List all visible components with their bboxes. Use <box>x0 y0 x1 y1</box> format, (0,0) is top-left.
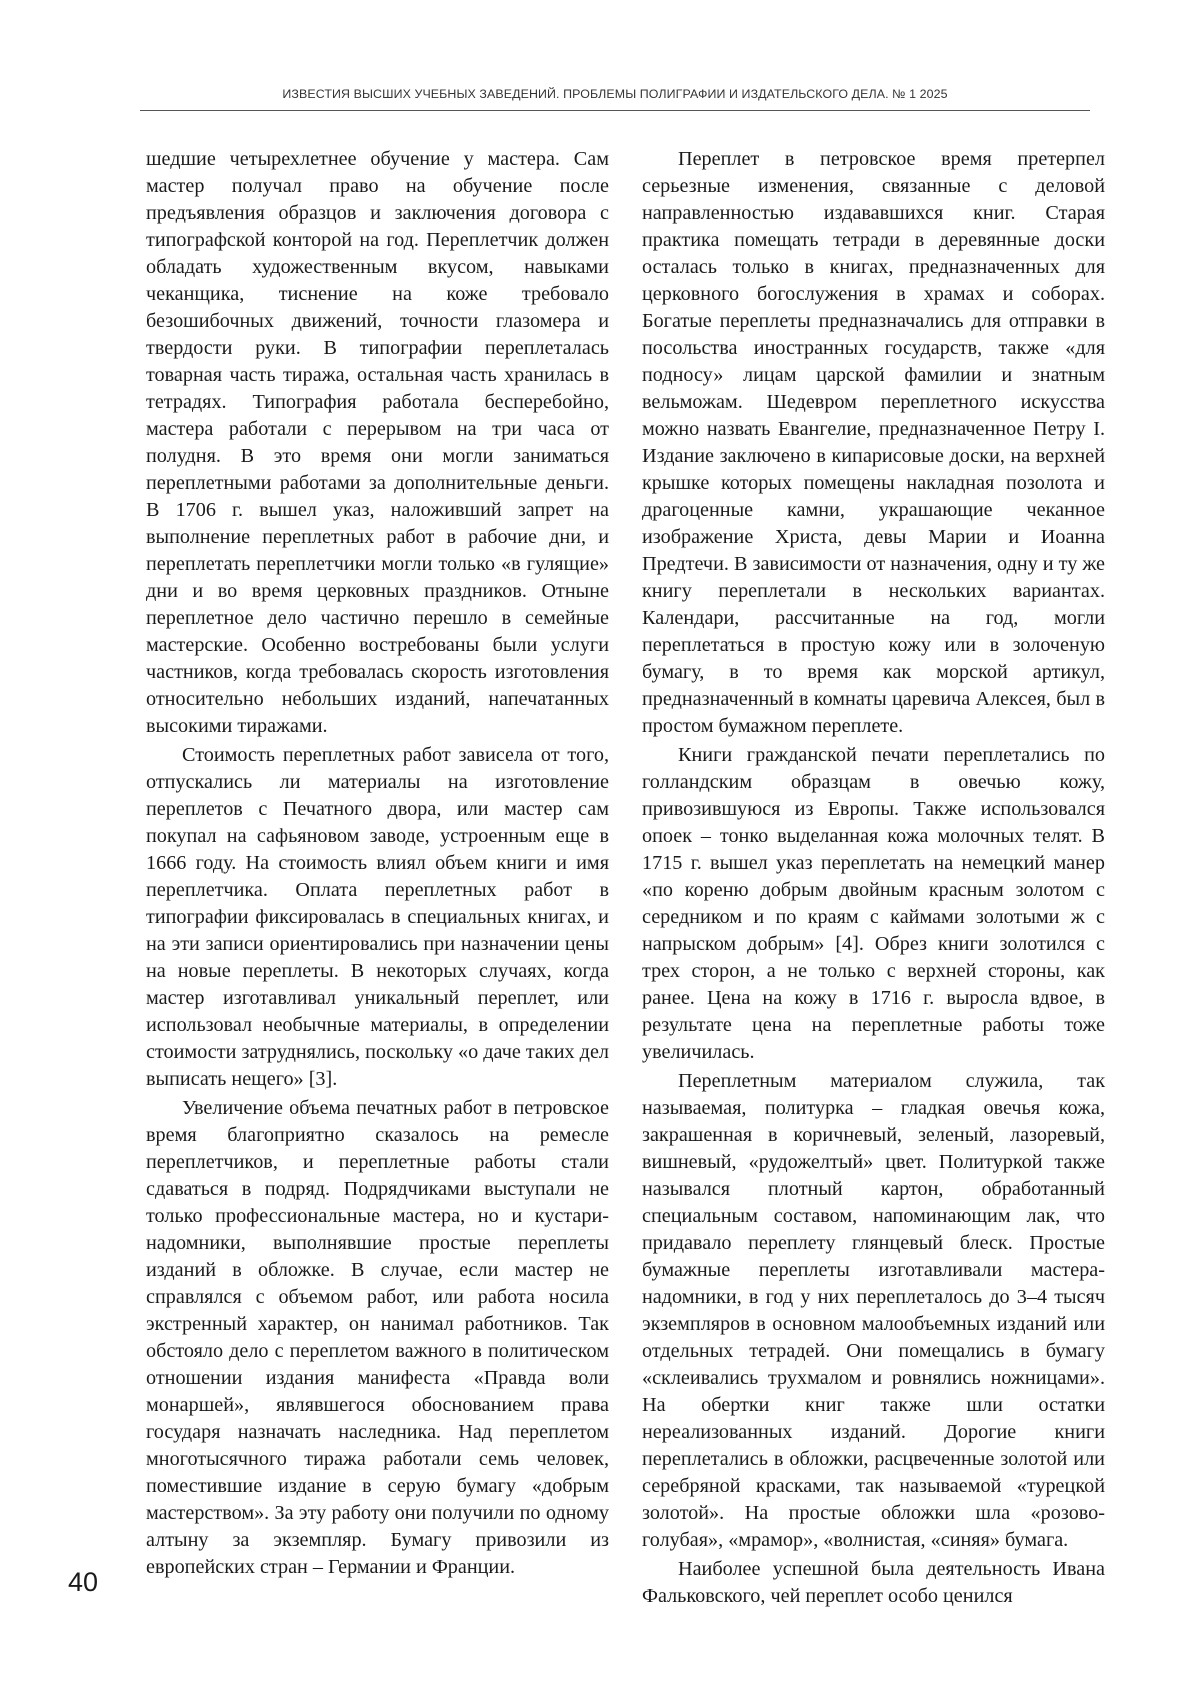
right-paragraph-3: Переплетным материалом служила, так называемая, политурка – гладкая овечья кожа, закрашенная в коричневый, зеленый, лазоревый, вишневый, «рудожелтый» цвет. Политуркой также назывался плотный картон, обработанный специальным составом, напоминающим лак, что придавало переплету глянцевый блеск. Простые бумажные переплеты изготавливали мастера-надомники, в год у них переплеталось до 3–4 тысяч экземпляров в основном малообъемных изданий или отдельных тетрадей. Они помещались в бумагу «склеивались трухмалом и ровнялись ножницами». На обертки книг также шли остатки нереализованных изданий. Дорогие книги переплетались в обложки, расцвеченные золотой или серебряной красками, так называемой «турецкой золотой». На простые обложки шла «розово-голубая», «мрамор», «волнистая, «синяя» бумага. <box>642 1070 1105 1551</box>
right-text-column <box>642 146 1105 1610</box>
left-paragraph-3: Увеличение объема печатных работ в петровское время благоприятно сказалось на ремесле переплетчиков, и переплетные работы стали сдаваться в подряд. Подрядчиками выступали не только профессиональные мастера, но и кустари-надомники, выполнявшие простые переплеты изданий в обложке. В случае, если мастер не справлялся с объемом работ, или работа носила экстренный характер, он нанимал работников. Так обстояло дело с переплетом важного в политическом отношении издания манифеста «Правда воли монаршей», являвшегося обоснованием права государя назначать наследника. Над переплетом многотысячного тиража работали семь человек, поместившие издание в серую бумагу «добрым мастерством». За эту работу они получили по одному алтыну за экземпляр. Бумагу привозили из европейских стран – Германии и Франции. <box>146 1097 609 1578</box>
page-number: 40 <box>68 1567 99 1597</box>
left-paragraph-1: шедшие четырехлетнее обучение у мастера. Сам мастер получал право на обучение после предъявления образцов и заключения договора с типографской конторой на год. Переплетчик должен обладать художественным вкусом, навыками чеканщика, тиснение на коже требовало безошибочных движений, точности глазомера и твердости руки. В типографии переплеталась товарная часть тиража, остальная часть хранилась в тетрадях. Типография работала бесперебойно, мастера работали с перерывом на три часа от полудня. В это время они могли заниматься переплетными работами за дополнительные деньги. В 1706 г. вышел указ, наложивший запрет на выполнение переплетных работ в рабочие дни, и переплетать переплетчики могли только «в гулящие» дни и во время церковных праздников. Отныне переплетное дело частично перешло в семейные мастерские. Особенно востребованы были услуги частников, когда требовалась скорость изготовления относительно небольших изданий, напечатанных высокими тиражами. <box>146 148 609 737</box>
left-paragraph-2: Стоимость переплетных работ зависела от того, отпускались ли материалы на изготовление переплетов с Печатного двора, или мастер сам покупал на сафьяновом заводе, устроенным еще в 1666 году. На стоимость влиял объем книги и имя переплетчика. Оплата переплетных работ в типографии фиксировалась в специальных книгах, и на эти записи ориентировались при назначении цены на новые переплеты. В некоторых случаях, когда мастер изготавливал уникальный переплет, или использовал необычные материалы, в определении стоимости затруднялись, поскольку «о даче таких дел выписать нещего» [3]. <box>146 744 609 1090</box>
header-divider <box>140 110 1090 111</box>
right-paragraph-1: Переплет в петровское время претерпел серьезные изменения, связанные с деловой направленностью издававшихся книг. Старая практика помещать тетради в деревянные доски осталась только в книгах, предназначенных для церковного богослужения в храмах и соборах. Богатые переплеты предназначались для отправки в посольства иностранных государств, также «для подносу» лицам царской фамилии и знатным вельможам. Шедевром переплетного искусства можно назвать Евангелие, предназначенное Петру I. Издание заключено в кипарисовые доски, на верхней крышке которых помещены накладная позолота и драгоценные камни, украшающие чеканное изображение Христа, девы Марии и Иоанна Предтечи. В зависимости от назначения, одну и ту же книгу переплетали в нескольких вариантах. Календари, рассчитанные на год, могли переплетаться в простую кожу или в золоченую бумагу, в то время как морской артикул, предназначенный в комнаты царевича Алексея, был в простом бумажном переплете. <box>642 148 1105 737</box>
running-header: ИЗВЕСТИЯ ВЫСШИХ УЧЕБНЫХ ЗАВЕДЕНИЙ. ПРОБЛЕМЫ ПОЛИГРАФИИ И ИЗДАТЕЛЬСКОГО ДЕЛА. № 1 2025 <box>282 87 948 101</box>
left-text-column <box>146 146 609 1581</box>
right-paragraph-2: Книги гражданской печати переплетались по голландским образцам в овечью кожу, привозившуюся из Европы. Также использовался опоек – тонко выделанная кожа молочных телят. В 1715 г. вышел указ переплетать на немецкий манер «по кореню добрым двойным красным золотом с середником и по краям с каймами золотыми ж с напрыском добрым» [4]. Обрез книги золотился с трех сторон, а не только с верхней стороны, как ранее. Цена на кожу в 1716 г. выросла вдвое, в результате цена на переплетные работы тоже увеличилась. <box>642 744 1105 1063</box>
right-paragraph-4: Наиболее успешной была деятельность Ивана Фальковского, чей переплет особо ценился <box>642 1558 1105 1607</box>
